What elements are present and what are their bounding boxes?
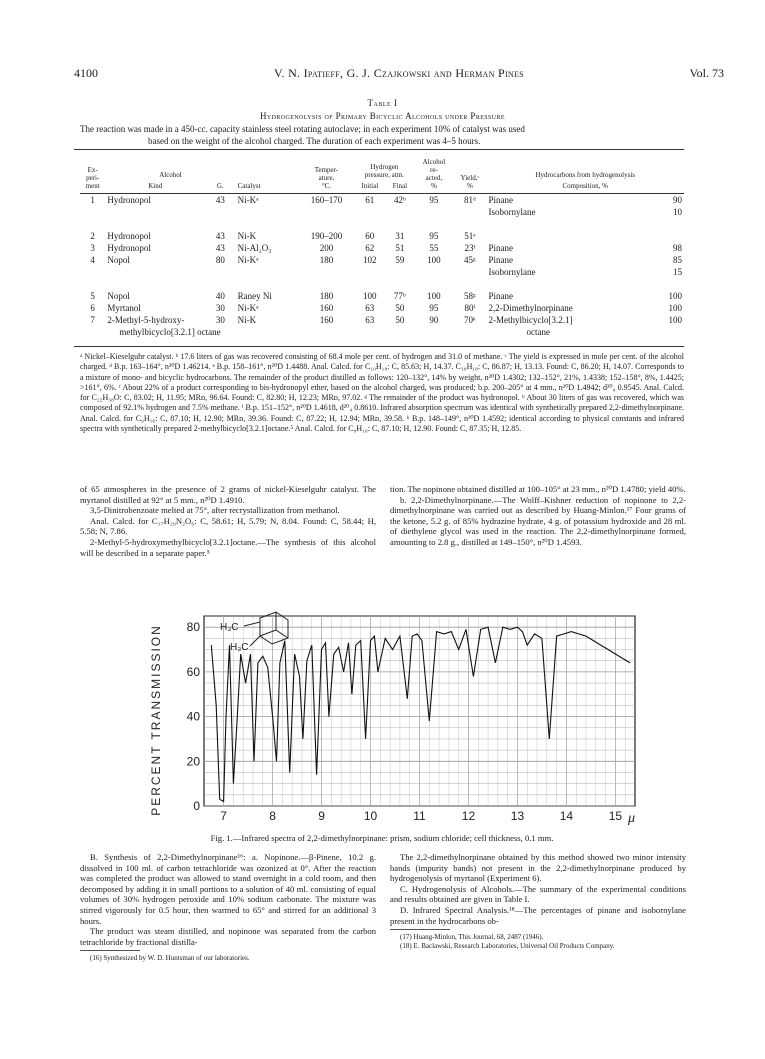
paragraph: C. Hydrogenolysis of Alcohols.—The summary of the experimental conditions and results obtained are given in Table I. <box>390 883 686 905</box>
table-cell-cat: Ni-Kᵃ <box>237 255 259 265</box>
table-row <box>80 206 684 218</box>
col-kind: Kind <box>148 182 163 190</box>
table-cell-comp: 2-Methylbicyclo[3.2.1] <box>488 315 573 325</box>
table-cell-temp <box>299 266 355 278</box>
table-cell-kind: Hydronopol <box>107 195 151 205</box>
table-cell-pct: 90 <box>673 195 682 205</box>
table-cell-f: 50 <box>395 315 405 325</box>
ir-spectrum-chart <box>80 608 684 834</box>
table-cell-comp: Pinane <box>488 255 513 265</box>
table-cell-g: 80 <box>215 255 225 265</box>
table-cell-pct: 100 <box>668 303 682 313</box>
table-cell-re <box>414 326 453 338</box>
table-cell-comp: Pinane <box>488 243 513 253</box>
table-row <box>80 266 684 278</box>
table-cell-temp: 190–200 <box>310 231 343 241</box>
table-cell-temp <box>299 326 355 338</box>
col-temp: Temper- ature, °C. <box>314 166 339 190</box>
paragraph: The 2,2-dimethylnorpinane obtained by this method showed two minor intensity bands (impurity bands) not present in the 2,2-dimethylnorpinane produced by hydrogenolysis of myrtanol (Experiment 6). <box>390 852 686 884</box>
row-gap <box>80 218 684 230</box>
table-cell-temp: 160 <box>319 303 334 313</box>
table-cell-pct: 100 <box>668 315 682 325</box>
y-tick-label: 0 <box>193 799 200 813</box>
table-cell-exp <box>80 326 105 338</box>
table-cell-y: 70ᵏ <box>463 315 476 325</box>
spectrum-line <box>211 627 630 801</box>
col-final: Final <box>392 182 408 190</box>
x-tick-label: 7 <box>220 809 227 823</box>
x-tick-label: 9 <box>318 809 325 823</box>
table-cell-f: 51 <box>395 243 405 253</box>
table-cell-i <box>354 326 385 338</box>
table-cell-re: 95 <box>429 231 439 241</box>
table-body <box>80 194 684 339</box>
table-cell-temp: 180 <box>319 291 334 301</box>
footnote: (16) Synthesized by W. D. Huntsman of our laboratories. <box>90 954 250 963</box>
table-cell-i: 61 <box>365 195 375 205</box>
col-reacted: Alcohol re- acted, % <box>422 158 446 190</box>
y-tick-label: 80 <box>186 620 200 635</box>
col-yield: Yield,ᶜ % <box>460 174 480 190</box>
paragraph: tion. The nopinone obtained distilled at 100–105° at 23 mm., n²⁰D 1.4780; yield 40%. <box>390 484 686 494</box>
table-cell-kind <box>105 266 205 278</box>
table-cell-kind: 2-Methyl-5-hydroxy- <box>107 315 185 325</box>
table-row <box>80 314 684 326</box>
paragraph: Anal. Calcd. for C₁₇H₂₀N₂O₆: C, 58.61; H, 5.79; N, 8.04. Found: C, 58.44; H, 5.58; N, 7.86. <box>80 515 376 537</box>
footnote-rule <box>80 950 140 951</box>
table-cell-i: 63 <box>365 315 375 325</box>
data-table <box>80 158 684 338</box>
paragraph: 3,5-Dinitrobenzoate melted at 75°, after recrystallization from methanol. <box>90 505 340 516</box>
body-left-column-2 <box>80 852 376 963</box>
x-axis-unit: μ <box>628 811 636 826</box>
footnote: (18) E. Baclawski, Research Laboratories, Universal Oil Products Company. <box>400 942 615 951</box>
table-cell-comp: 2,2-Dimethylnorpinane <box>488 303 573 313</box>
running-authors: V. N. Ipatieff, G. J. Czajkowski and Herman Pines <box>274 66 524 80</box>
table-cell-g: 30 <box>215 303 225 313</box>
table-cell-temp: 160 <box>319 315 334 325</box>
table-cell-g <box>205 266 236 278</box>
table-row <box>80 242 684 254</box>
table-cell-pct <box>651 326 684 338</box>
table-cell-g: 43 <box>215 231 225 241</box>
table-cell-pct: 15 <box>673 267 682 277</box>
col-g: G. <box>216 182 224 190</box>
table-cell-f: 50 <box>395 303 405 313</box>
x-tick-label: 14 <box>559 809 574 823</box>
footnote: (17) Huang-Minlon, This Journal, 68, 2487 (1946). <box>400 933 544 942</box>
table-cell-comp: Pinane <box>488 195 513 205</box>
table-cell-exp: 7 <box>90 315 95 325</box>
table-cell-y <box>453 326 486 338</box>
table-cell-exp: 4 <box>90 255 95 265</box>
col-initial: Initial <box>361 182 379 190</box>
table-cell-i: 63 <box>365 303 375 313</box>
table-cell-comp: Pinane <box>488 291 513 301</box>
x-tick-label: 11 <box>413 809 426 823</box>
volume-label: Vol. 73 <box>689 66 724 80</box>
tick-labels <box>187 620 623 823</box>
table-cell-cat: Ni-Kᵃ <box>237 303 259 313</box>
table-cell-re: 55 <box>429 243 439 253</box>
table-cell-kind: Nopol <box>107 291 130 301</box>
table-cell-re: 100 <box>427 291 441 301</box>
bicyclic-structure <box>244 612 288 646</box>
table-cell-kind <box>105 206 205 218</box>
table-cell-kind: methylbicyclo[3.2.1] octane <box>119 327 221 337</box>
table-description-2: based on the weight of the alcohol charged. The duration of each experiment was 4–5 hours. <box>148 136 481 146</box>
table-cell-y: 45ᵍ <box>464 255 476 265</box>
table-cell-y: 51ᵉ <box>464 231 476 241</box>
table-cell-f <box>385 266 414 278</box>
page-number: 4100 <box>74 66 98 80</box>
table-row <box>80 254 684 266</box>
table-cell-f <box>385 326 414 338</box>
table-row <box>80 290 684 302</box>
table-row <box>80 230 684 242</box>
table-cell-i <box>354 266 385 278</box>
y-tick-label: 60 <box>186 664 200 679</box>
table-cell-exp: 6 <box>90 303 95 313</box>
paragraph: B. Synthesis of 2,2-Dimethylnorpinane¹⁶: a. Nopinone.—β-Pinene, 10.2 g. dissolved in 100 ml. of carbon tetrachloride was ozonized at 0°. After the reaction was completed the product was allowed to stand overnight in a cold room, and then decomposed by adding it in small portions to a solution of 40 ml. consisting of equal volumes of 30% hydrogen peroxide and 10% sodium carbonate. The mixture was stirred vigorously for 0.5 hour, then warmed to 65° and stirred for an additional 3 hours. <box>80 852 376 926</box>
table-cell-kind: Hydronopol <box>107 231 151 241</box>
table-cell-g: 40 <box>215 291 225 301</box>
table-cell-f: 31 <box>395 231 405 241</box>
table-cell-y <box>453 206 486 218</box>
x-tick-label: 13 <box>510 809 525 823</box>
table-cell-pct: 85 <box>673 255 682 265</box>
paragraph: The product was steam distilled, and nopinone was separated from the carbon tetrachloride by fractional distilla- <box>80 926 376 947</box>
table-label: Table I <box>367 98 398 108</box>
table-cell-cat: Ni-K <box>237 315 257 325</box>
table-cell-kind: Myrtanol <box>107 303 141 313</box>
table-cell-cat: Ni-K <box>237 231 257 241</box>
table-cell-g <box>205 206 236 218</box>
table-row <box>80 194 684 207</box>
table-cell-exp: 5 <box>90 291 95 301</box>
col-composition: Composition, % <box>562 182 608 190</box>
table-cell-cat: Ni-Kᵃ <box>237 195 259 205</box>
body-left-column <box>80 484 376 558</box>
table-cell-y <box>453 266 486 278</box>
table-cell-g: 43 <box>215 195 225 205</box>
table-cell-g: 43 <box>215 243 225 253</box>
struct-label-1: H₃C <box>220 622 239 633</box>
table-cell-y: 80ⁱ <box>464 303 476 313</box>
figure-caption: Fig. 1.—Infrared spectra of 2,2-dimethylnorpinane: prism, sodium chloride; cell thickness, 0.1 mm. <box>210 833 554 843</box>
table-cell-exp: 2 <box>90 231 95 241</box>
table-cell-cat: Raney Ni <box>237 291 272 301</box>
x-tick-label: 8 <box>269 809 276 823</box>
table-row <box>80 326 684 338</box>
x-tick-label: 15 <box>608 809 623 823</box>
structure-drawing <box>220 612 288 653</box>
table-cell-i <box>354 206 385 218</box>
table-cell-kind: Hydronopol <box>107 243 151 253</box>
table-cell-i: 62 <box>365 243 375 253</box>
body-right-column <box>390 484 686 548</box>
col-exp: Ex- peri- ment <box>85 166 100 190</box>
table-cell-temp <box>299 206 355 218</box>
table-row <box>80 302 684 314</box>
table-cell-exp <box>80 206 105 218</box>
struct-label-2: H₃C <box>230 642 249 653</box>
table-cell-pct: 98 <box>673 243 682 253</box>
table-cell-kind: Nopol <box>107 255 130 265</box>
table-cell-i: 60 <box>365 231 375 241</box>
paragraph: D. Infrared Spectral Analysis.¹⁸—The percentages of pinane and isobornylane present in the hydrocarbons ob- <box>390 904 686 926</box>
col-hydrogen: Hydrogen pressure, atm. <box>364 163 404 180</box>
paragraph: of 65 atmospheres in the presence of 2 grams of nickel-Kieselguhr catalyst. The myrtanol distilled at 92° at 5 mm., n²⁰D 1.4910. <box>80 484 376 505</box>
table-cell-f <box>385 206 414 218</box>
table-cell-cat <box>236 206 299 218</box>
col-catalyst: Catalyst <box>237 182 261 190</box>
table-cell-y: 23ᶠ <box>464 243 476 253</box>
table-description: The reaction was made in a 450-cc. capacity stainless steel rotating autoclave; in each experiment 10% of catalyst was used <box>80 124 525 134</box>
table-cell-temp: 200 <box>319 243 334 253</box>
table-cell-i: 102 <box>363 255 377 265</box>
paragraph: b. 2,2-Dimethylnorpinane.—The Wolff–Kishner reduction of nopinone to 2,2-dimethylnorpinane was carried out as described by Huang-Minlon.¹⁷ Four grams of the ketone, 5.2 g. of 85% hydrazine hydrate, 4 g. of potassium hydroxide and 28 ml. of diethylene glycol was used in the reaction. The 2,2-dimethylnorpinane formed, amounting to 2.8 g., distilled at 149–150°, n²⁰D 1.4593. <box>390 494 686 547</box>
y-tick-label: 20 <box>186 754 200 769</box>
paragraph: 2-Methyl-5-hydroxymethylbicyclo[3.2.1]octane.—The synthesis of this alcohol will be described in a separate paper.⁵ <box>80 536 376 558</box>
table-cell-re <box>414 266 453 278</box>
y-tick-label: 40 <box>186 709 200 724</box>
table-cell-re <box>414 206 453 218</box>
table-cell-temp: 160–170 <box>310 195 343 205</box>
x-tick-label: 10 <box>363 809 378 823</box>
table-cell-y: 58ᵍ <box>464 291 476 301</box>
table-cell-cat <box>236 266 299 278</box>
table-cell-f: 77ʰ <box>393 291 406 301</box>
table-cell-comp: Isobornylane <box>488 207 536 217</box>
table-cell-temp: 180 <box>319 255 334 265</box>
table-cell-re: 100 <box>427 255 441 265</box>
table-cell-re: 90 <box>429 315 439 325</box>
table-cell-re: 95 <box>429 303 439 313</box>
table-cell-f: 59 <box>395 255 405 265</box>
col-alcohol: Alcohol <box>159 171 182 180</box>
footnote-rule <box>390 929 450 930</box>
table-top-rule <box>74 149 684 150</box>
table-footnotes: ᵃ Nickel–Kieselguhr catalyst. ᵇ 17.6 liters of gas was recovered consisting of 68.4 mole per cent. of hydrogen and 31.0 of methane. ᶜ The yield is expressed in mole per cent. of the alcohol charged. ᵈ B.p. 163–164°, n²⁰D 1.46214. ᵉ B.p. 158–161°, n²⁰D 1.4488. Anal. Calcd. for C₁₀H₁₈: C, 85.63; H, 14.37. C₁₀H₁₈: C, 86.87; H, 13.13. Found: C, 86.20; H, 14.07. Corresponds to a mixture of mono- and bicyclic hydrocarbons. The remainder of the product distilled as follows: 120–132°, 14% by weight, n²⁰D 1.4302; 132–152°, 21%, 1.4338; 152–158°, 8%, 1.4425; >161°, 6%. ᶠ About 22% of a product corresponding to bis-hydronopyl ether, based on the alcohol charged, was produced; b.p. 200–205° at 4 mm., n²⁰D 1.4942; d²⁰₄ 0.9545. Anal. Calcd. for C₂₂H₃₈O: C, 83.02; H, 11.95; MRᴅ, 96.64. Found: C, 82.80; H, 12.23; MRᴅ, 97.02. ᵍ The remainder of the product was hydronopol. ʰ About 30 liters of gas was recovered, which was composed of 92.1% hydrogen and 7.5% methane. ⁱ B.p. 151–152°, n²⁰D 1.4618, d²⁰₄ 0.8610. Infrared absorption spectrum was identical with synthetically prepared 2,2-dimethylnorpinane. Anal. Calcd. for C₉H₁₆: C, 87.10; H, 12.90; MRᴅ, 39.36. Found: C, 87.22; H, 12.94; MRᴅ, 39.58. ᵏ B.p. 148–149°, n²⁰D 1.4592; identical according to physical constants and infrared spectra with synthetically prepared 2-methylbicyclo[3.2.1]octane.⁵ Anal. Calcd. for C₉H₁₆: C, 87.10; H, 12.90. Found: C, 87.35; H, 12.85. <box>80 352 684 434</box>
table-cell-i: 100 <box>363 291 377 301</box>
table-cell-exp: 1 <box>90 195 95 205</box>
y-axis-label: PERCENT TRANSMISSION <box>149 624 163 816</box>
body-right-column-2 <box>390 852 686 951</box>
table-cell-g: 30 <box>215 315 225 325</box>
table-cell-pct <box>651 230 684 242</box>
table-cell-exp: 3 <box>90 243 95 253</box>
table-cell-y: 81ᵈ <box>464 195 476 205</box>
table-cell-comp: octane <box>526 327 550 337</box>
col-hydrocarbons: Hydrocarbons from hydrogenolysis <box>535 171 635 180</box>
table-cell-f: 42ᵇ <box>393 195 406 205</box>
table-cell-cat: Ni-Al₂O₃ <box>237 243 272 253</box>
grid <box>204 616 635 806</box>
row-gap <box>80 278 684 290</box>
table-cell-comp: Isobornylane <box>488 267 536 277</box>
table-cell-re: 95 <box>429 195 439 205</box>
table-bottom-rule <box>74 346 684 347</box>
running-header <box>74 66 724 82</box>
table-cell-pct: 100 <box>668 291 682 301</box>
table-cell-comp <box>486 230 651 242</box>
table-cell-pct: 10 <box>673 207 682 217</box>
table-caption: Hydrogenolysis of Primary Bicyclic Alcohols under Pressure <box>260 111 505 121</box>
table-cell-exp <box>80 266 105 278</box>
x-tick-label: 12 <box>461 809 476 823</box>
